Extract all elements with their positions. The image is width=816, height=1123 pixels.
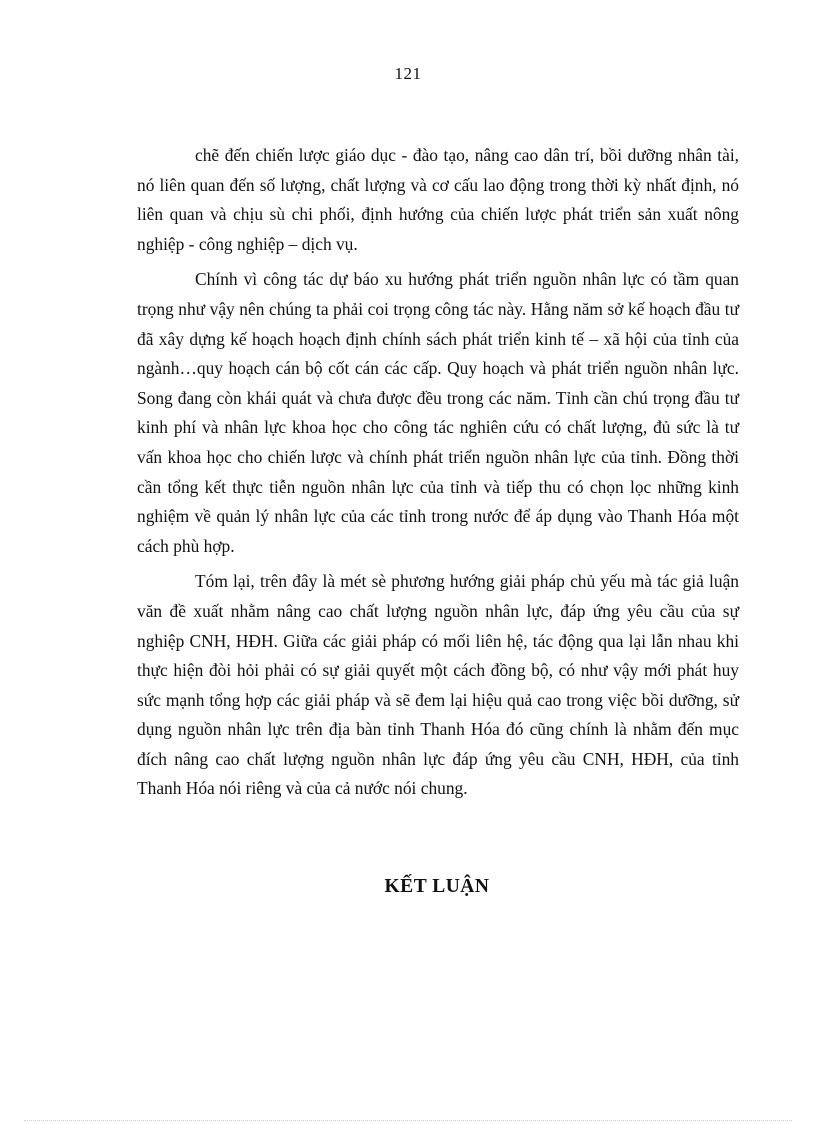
body-text bbox=[137, 141, 739, 810]
footer-divider bbox=[24, 1120, 792, 1121]
section-heading: KẾT LUẬN bbox=[384, 876, 490, 897]
page-number: 121 bbox=[394, 64, 422, 83]
paragraph-1: chẽ đến chiến lược giáo dục - đào tạo, nâng cao dân trí, bồi dưỡng nhân tài, nó liên quan đến số lượng, chất lượng và cơ cấu lao động trong thời kỳ nhất định, nó liên quan và chịu sù chi phối, định hướng của chiến lược phát triển sản xuất nông nghiệp - công nghiệp – dịch vụ. bbox=[137, 145, 739, 254]
paragraph-3: Tóm lại, trên đây là mét sè phương hướng giải pháp chủ yếu mà tác giả luận văn đề xuất nhằm nâng cao chất lượng nguồn nhân lực, đáp ứng yêu cầu của sự nghiệp CNH, HĐH. Giữa các giải pháp có mối liên hệ, tác động qua lại lẫn nhau khi thực hiện đòi hỏi phải có sự giải quyết một cách đồng bộ, có như vậy mới phát huy sức mạnh tổng hợp các giải pháp và sẽ đem lại hiệu quả cao trong việc bồi dưỡng, sử dụng nguồn nhân lực trên địa bàn tỉnh Thanh Hóa đó cũng chính là nhằm đến mục đích nâng cao chất lượng nguồn nhân lực đáp ứng yêu cầu CNH, HĐH, của tỉnh Thanh Hóa nói riêng và của cả nước nói chung. bbox=[137, 571, 739, 799]
paragraph-2: Chính vì công tác dự báo xu hướng phát triển nguồn nhân lực có tầm quan trọng như vậy nên chúng ta phải coi trọng công tác này. Hằng năm sở kế hoạch đầu tư đã xây dựng kế hoạch hoạch định chính sách phát triển kinh tế – xã hội của tỉnh của ngành…quy hoạch cán bộ cốt cán các cấp. Quy hoạch và phát triển nguồn nhân lực. Song đang còn khái quát và chưa được đều trong các năm. Tỉnh cần chú trọng đầu tư kinh phí và nhân lực khoa học cho công tác nghiên cứu có chất lượng, đủ sức là tư vấn khoa học cho chiến lược và chính phát triển nguồn nhân lực của tỉnh. Đồng thời cần tổng kết thực tiễn nguồn nhân lực của tỉnh và tiếp thu có chọn lọc những kinh nghiệm về quản lý nhân lực của các tỉnh trong nước để áp dụng vào Thanh Hóa một cách phù hợp. bbox=[137, 269, 739, 556]
